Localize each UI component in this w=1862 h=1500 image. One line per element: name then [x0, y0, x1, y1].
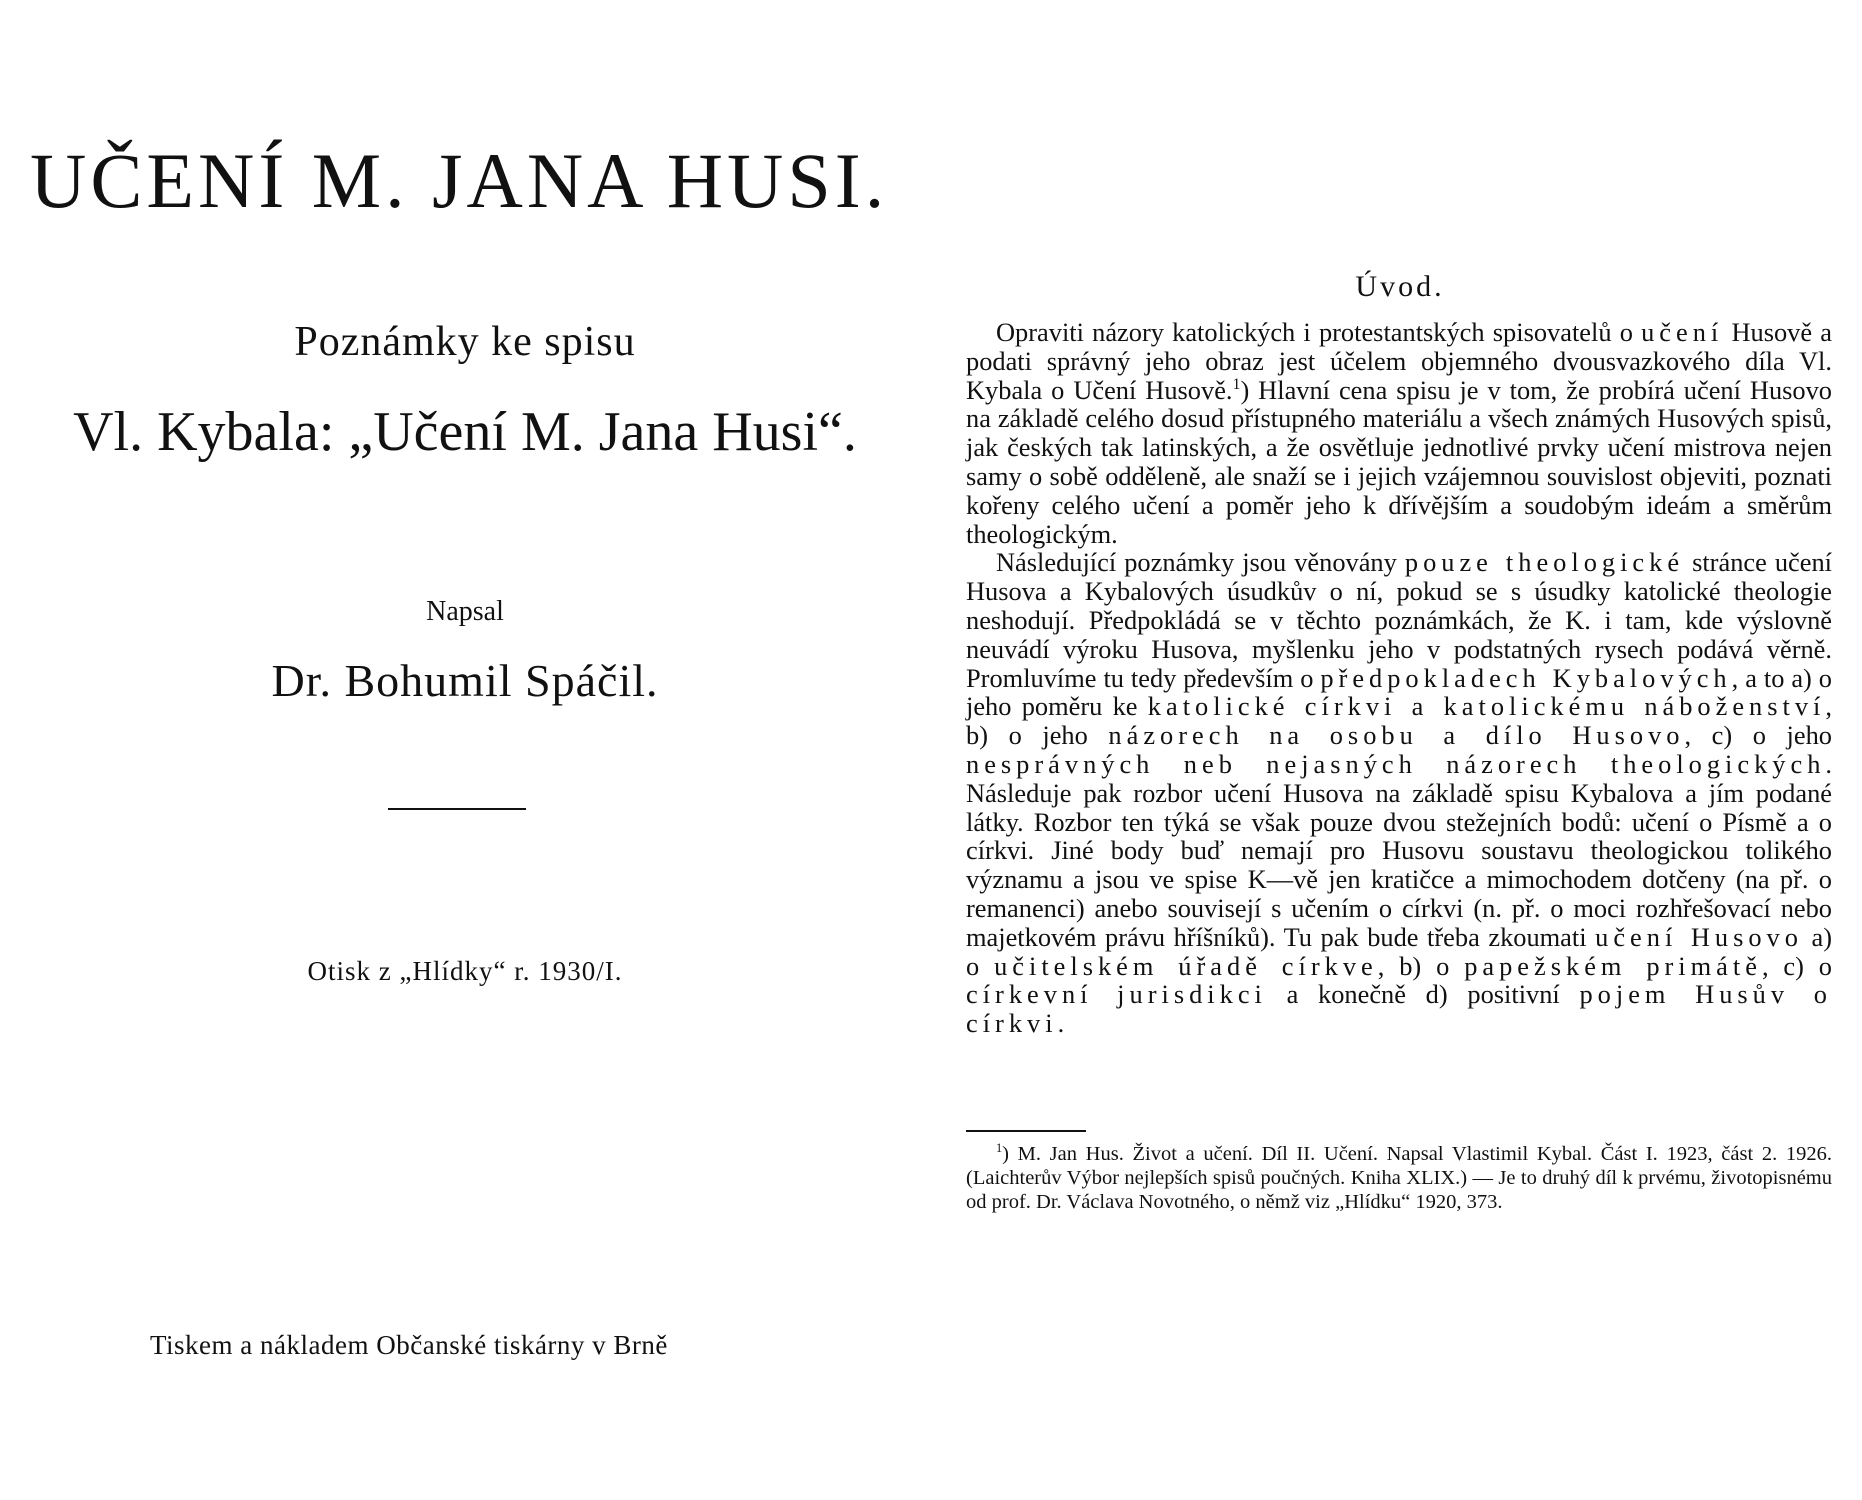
emphasis-run: církevní jurisdikci [966, 979, 1267, 1010]
title-divider [388, 808, 526, 810]
title-page [0, 0, 930, 1500]
text-run: stránce učení Husova a Kybalových úsudkův o ní, pokud se s úsudky katolické theologie neshodují. Předpokládá se v těchto poznámkách, že K. i tam, kde výslovně neuvádí výroku Husova, myšlenku jeho v podstatných rysech podává věrně. Promluvíme tu tedy především o [966, 547, 1832, 693]
by-label: Napsal [426, 596, 504, 627]
footnote-text [966, 1142, 1832, 1214]
printer-imprint: Tiskem a nákladem Občanské tiskárny v Brně [150, 1330, 668, 1360]
emphasis-run: učitelském úřadě církve [994, 950, 1378, 981]
text-run: . [1057, 1008, 1065, 1039]
emphasis-run: pouze theologické [1404, 547, 1685, 578]
text-run: , a to a) o jeho poměru ke [966, 662, 1832, 722]
footnote [966, 1142, 1832, 1214]
text-run: , b) o [1377, 950, 1465, 981]
subtitle-line-1: Poznámky ke spisu [294, 319, 636, 365]
article-body [966, 318, 1832, 1038]
emphasis-run: učení [1641, 317, 1724, 347]
paragraph-2 [966, 548, 1832, 1038]
text-run: . Následuje pak rozbor učení Husova na základě spisu Kybalova a jím podané látky. Rozbor ten týká se však pouze dvou stežejních bodů: učení o Písmě a o církvi. Jiné body buď nemají pro Husovu soustavu theologickou tolikého významu a jsou ve spise K—vě jen kratičce a mimochodem dotčeny (na př. o remanenci) anebo souvisejí s učením o církvi (n. př. o moci rozhřešovací nebo majetkovém právu hříšníků). Tu pak bude třeba zkoumati [966, 748, 1832, 952]
emphasis-run: katolické církvi a katolickému náboženství [1147, 691, 1826, 722]
text-run: , c) o [1761, 950, 1833, 981]
article-page [960, 0, 1840, 1500]
emphasis-run: názorech na osobu a dílo Husovo [1108, 720, 1685, 751]
text-run: Husově a podati správný jeho obraz jest účelem objemného dvousvazkového díla Vl. Kybala o Učení Husově. [966, 317, 1832, 405]
text-run: , c) o jeho [1684, 720, 1832, 751]
text-run: Následující poznámky jsou věnovány [996, 547, 1405, 578]
author-name: Dr. Bohumil Spáčil. [271, 655, 659, 706]
footnote-ref: 1 [1232, 375, 1241, 393]
text-run: ) M. Jan Hus. Život a učení. Díl II. Učení. Napsal Vlastimil Kybal. Část I. 1923, část 2. 1926. (Laichterův Výbor nejlepších spisů poučných. Kniha XLIX.) — Je to druhý díl k prvému, životopisnému od prof. Dr. Václava Novotného, o němž viz „Hlídku“ 1920, 373. [966, 1143, 1832, 1213]
emphasis-run: papežském primátě [1464, 950, 1762, 981]
emphasis-run: učení Husovo [1595, 921, 1803, 952]
emphasis-run: nesprávných neb nejasných názorech theologických [966, 748, 1826, 779]
text-run: ) Hlavní cena spisu je v tom, že probírá učení Husovo na základě celého dosud přístupného materiálu a všech známých Husových spisů, jak českých tak latinských, a že osvětluje jednotlivé prvky učení mistrova nejen samy o sobě odděleně, ale snaží se i jejich vzájemnou souvislost objeviti, poznati kořeny celého učení a poměr jeho k dřívějším a soudobým ideám a směrům theologickým. [966, 374, 1832, 549]
text-run: , b) o jeho [966, 691, 1832, 751]
emphasis-run: pojem Husův o církvi [966, 979, 1832, 1039]
text-run: a) o [966, 921, 1833, 981]
footnote-divider [966, 1130, 1086, 1132]
subtitle-line-2: Vl. Kybala: „Učení M. Jana Husi“. [73, 401, 857, 463]
paragraph-1 [966, 318, 1832, 548]
emphasis-run: předpokladech Kybalových [1320, 662, 1732, 693]
reprint-note: Otisk z „Hlídky“ r. 1930/I. [307, 956, 623, 986]
footnote-marker: 1 [996, 1141, 1003, 1156]
book-title: UČENÍ M. JANA HUSI. [30, 137, 889, 224]
section-heading: Úvod. [1355, 270, 1445, 303]
text-run: a konečně d) positivní [1266, 979, 1580, 1010]
text-run: Opraviti názory katolických i protestantských spisovatelů o [996, 317, 1642, 347]
